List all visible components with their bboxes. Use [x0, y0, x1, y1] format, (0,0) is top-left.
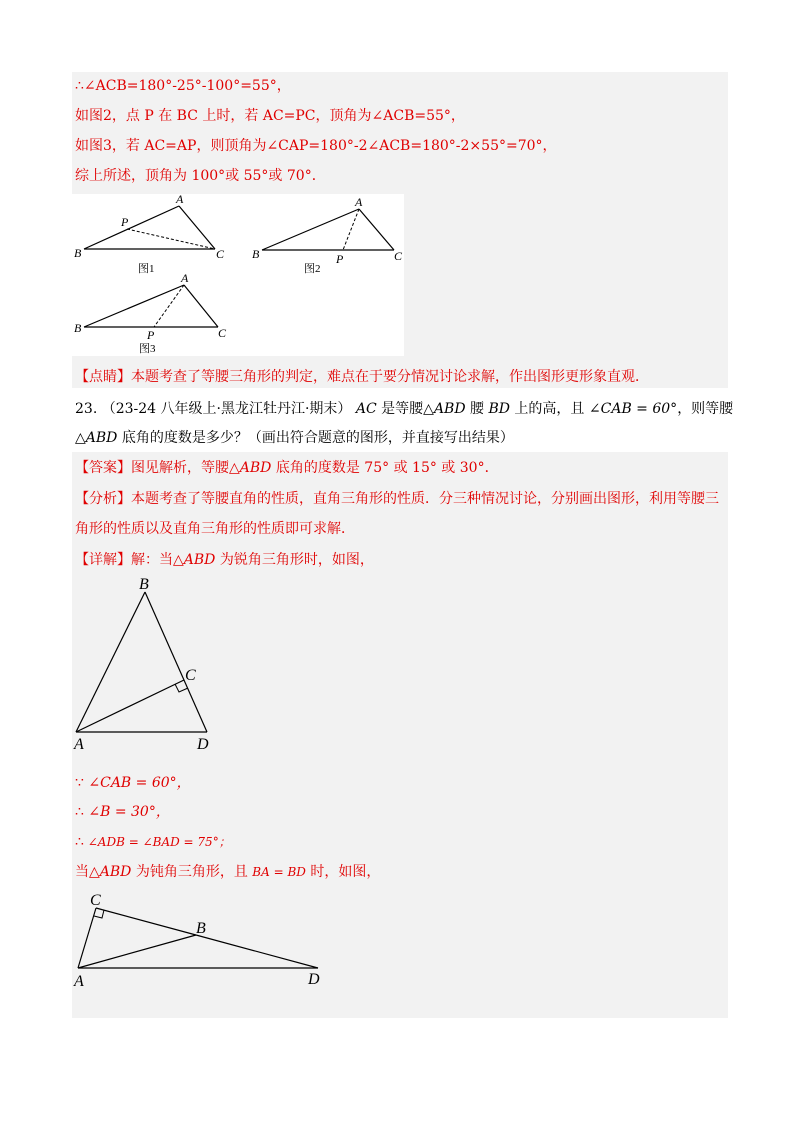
question-seg-8: ，则等腰 — [677, 401, 734, 417]
analysis-line-2: 角形的性质以及直角三角形的性质即可求解． — [75, 521, 355, 537]
question-line2-tri: △ABD — [75, 430, 118, 446]
question-line2-text: 底角的度数是多少？（画出符合题意的图形，并直接写出结果） — [117, 430, 514, 446]
answer-value-2: 15° — [412, 460, 437, 476]
fig2-label-c: C — [394, 249, 403, 263]
solution-line-3: 如图3，若 AC=AP，则顶角为∠CAP=180°-2∠ACB=180°-2×55°=70°， — [75, 138, 557, 154]
answer-value-3: 30° — [459, 460, 485, 476]
step-3 — [75, 832, 231, 852]
question-seg-2: 是等腰 — [376, 401, 424, 417]
fig2-label-p: P — [336, 252, 344, 266]
obtuse-label-b: B — [196, 920, 206, 937]
obtuse-label-a: A — [74, 973, 84, 990]
case2-c: 时，如图， — [305, 864, 381, 880]
detail-intro-b: 为锐角三角形时，如图， — [215, 552, 374, 568]
figures-panel — [72, 194, 404, 356]
question-seg-ac: AC — [355, 401, 377, 417]
answer-or-2: 或 — [436, 460, 460, 476]
fig3-caption: 图3 — [139, 343, 156, 355]
fig2-label-b: B — [252, 247, 260, 261]
detail-intro-tri: △ABD — [173, 552, 216, 568]
acute-label-a: A — [74, 736, 84, 752]
case2-b: 为钝角三角形，且 — [131, 864, 253, 880]
fig1-label-c: C — [216, 247, 225, 261]
acute-triangle-figure — [72, 572, 232, 752]
therefore-symbol-2: ∴ — [75, 834, 84, 850]
fig3-label-a: A — [181, 271, 189, 285]
case2-tri: △ABD — [89, 864, 132, 880]
case2-eq: BA = BD — [252, 865, 306, 879]
step-1-text: ∠CAB = 60°， — [83, 775, 191, 791]
obtuse-label-c: C — [90, 892, 101, 909]
step-3-text: ∠ADB = ∠BAD = 75°； — [83, 835, 231, 849]
because-symbol: ∵ — [75, 775, 84, 791]
question-line-2 — [75, 428, 514, 448]
question-source: （23-24 八年级上·黑龙江牡丹江·期末） — [101, 401, 352, 417]
fig2-label-a: A — [355, 195, 363, 209]
fig1-label-a: A — [176, 194, 184, 206]
fig2-caption: 图2 — [304, 263, 321, 275]
case2-a: 当 — [75, 864, 89, 880]
comment-line — [75, 367, 649, 387]
analysis-text-1: 本题考查了等腰直角的性质，直角三角形的性质．分三种情况讨论，分别画出图形，利用等腰三 — [131, 491, 719, 507]
acute-label-b: B — [139, 576, 149, 593]
detail-intro — [75, 550, 374, 570]
fig1-label-b: B — [74, 246, 82, 260]
answer-end: ． — [484, 460, 499, 476]
comment-tag: 【点睛】 — [75, 369, 131, 385]
acute-label-c: C — [185, 667, 196, 684]
answer-text-1: 图见解析，等腰 — [131, 460, 229, 476]
question-seg-4: 腰 — [465, 401, 489, 417]
comment-text: 本题考查了等腰三角形的判定，难点在于要分情况讨论求解，作出图形更形象直观． — [131, 369, 649, 385]
obtuse-label-d: D — [308, 971, 320, 988]
step-2-text: ∠B = 30°， — [83, 804, 170, 820]
detail-intro-a: 解：当 — [131, 552, 173, 568]
question-seg-6: 上的高，且 — [509, 401, 589, 417]
answer-or-1: 或 — [389, 460, 413, 476]
answer-value-1: 75° — [364, 460, 390, 476]
answer-text-2: 底角的度数是 — [271, 460, 365, 476]
answer-tag: 【答案】 — [75, 460, 131, 476]
fig3-label-p: P — [147, 328, 155, 342]
case-2-intro — [75, 862, 380, 882]
acute-label-d: D — [197, 736, 209, 752]
analysis-line-1 — [75, 489, 719, 509]
analysis-tag: 【分析】 — [75, 491, 131, 507]
obtuse-triangle-figure — [72, 888, 332, 992]
question-seg-abd: △ABD — [423, 401, 466, 417]
solution-line-2: 如图2，点 P 在 BC 上时，若 AC=PC，顶角为∠ACB=55°， — [75, 108, 465, 124]
therefore-symbol-1: ∴ — [75, 804, 84, 820]
answer-tri: △ABD — [229, 460, 272, 476]
answer-line — [75, 458, 499, 478]
question-number: 23. — [75, 401, 98, 417]
solution-line-1: ∴∠ACB=180°-25°-100°=55°， — [75, 78, 291, 94]
fig1-label-p: P — [121, 215, 129, 229]
detail-tag: 【详解】 — [75, 552, 131, 568]
question-seg-bd: BD — [488, 401, 510, 417]
fig3-label-c: C — [218, 326, 227, 340]
fig3-label-b: B — [74, 321, 82, 335]
fig1-caption: 图1 — [138, 263, 155, 275]
solution-line-4: 综上所述，顶角为 100°或 55°或 70°． — [75, 168, 326, 184]
step-1 — [75, 773, 191, 793]
question-line-1 — [75, 399, 733, 419]
question-seg-angle: ∠CAB = 60° — [588, 401, 678, 417]
step-2 — [75, 802, 170, 822]
